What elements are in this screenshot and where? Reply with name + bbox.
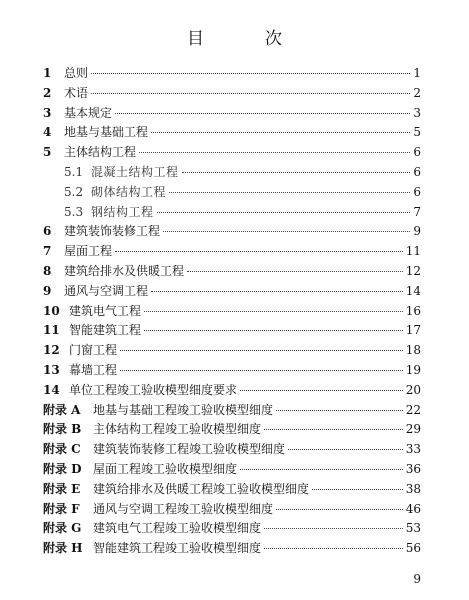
- toc-leader: [288, 449, 403, 450]
- toc-entry-page: 14: [405, 283, 421, 298]
- toc-entry: [43, 381, 421, 399]
- toc-appendix-entry: [43, 420, 421, 438]
- toc-entry-number: 附录 E: [43, 481, 81, 496]
- toc-entry-number: 7: [43, 244, 52, 259]
- toc-entry-page: 20: [405, 382, 421, 397]
- toc-entry-page: 33: [405, 442, 421, 457]
- toc-leader: [120, 370, 403, 371]
- toc-appendix-entry: [43, 440, 421, 458]
- toc-entry: [43, 242, 421, 260]
- toc-entry-label: 混凝土结构工程: [91, 165, 179, 179]
- toc-entry-page: 36: [405, 462, 421, 476]
- toc-entry-number: 5.1: [64, 165, 84, 179]
- toc-entry-label: 通风与空调工程: [64, 283, 149, 298]
- toc-entry: [43, 321, 421, 339]
- toc-entry-label: 钢结构工程: [91, 204, 154, 219]
- toc-appendix-entry: [43, 500, 421, 518]
- toc-entry-label: 单位工程竣工验收模型细度要求: [69, 382, 238, 397]
- toc-entry-page: 19: [405, 363, 421, 377]
- toc-subentry: [64, 183, 421, 201]
- toc-entry-label: 砌体结构工程: [91, 184, 167, 199]
- toc-entry-label: 建筑电气工程: [69, 303, 142, 318]
- toc-entry-page: 18: [405, 343, 421, 358]
- toc-entry-label: 术语: [64, 85, 89, 100]
- toc-leader: [240, 469, 403, 470]
- toc-leader: [91, 73, 410, 74]
- toc-entry-page: 2: [413, 85, 421, 100]
- toc-appendix-entry: [43, 460, 421, 478]
- toc-entry-number: 附录 G: [43, 521, 82, 536]
- toc-leader: [187, 271, 403, 272]
- page-number: 9: [413, 572, 421, 586]
- toc-leader: [276, 410, 403, 411]
- toc-entry: [43, 84, 421, 102]
- toc-entry-label: 建筑给排水及供暖工程竣工验收模型细度: [93, 481, 310, 496]
- toc-leader: [312, 489, 403, 490]
- toc-entry-page: 17: [405, 323, 421, 338]
- toc-entry-page: 6: [413, 184, 421, 199]
- toc-leader: [144, 311, 403, 312]
- toc-entry-number: 3: [43, 105, 52, 120]
- toc-title: 目 次: [187, 29, 304, 49]
- toc-entry-number: 13: [43, 363, 60, 377]
- toc-entry-page: 46: [405, 501, 421, 516]
- toc-entry-page: 56: [405, 541, 421, 556]
- toc-leader: [139, 152, 410, 153]
- toc-leader: [151, 291, 403, 292]
- toc-entry-page: 9: [413, 224, 421, 239]
- toc-entry-page: 29: [405, 422, 421, 437]
- toc-entry-number: 附录 B: [43, 422, 82, 437]
- toc-entry: [43, 262, 421, 280]
- toc-entry-number: 附录 D: [43, 462, 82, 476]
- toc-leader: [240, 390, 403, 391]
- toc-entry-number: 4: [43, 125, 52, 140]
- toc-entry-number: 8: [43, 264, 52, 278]
- toc-entry-label: 建筑装饰装修工程竣工验收模型细度: [93, 442, 286, 457]
- toc-entry-label: 屋面工程: [64, 244, 113, 259]
- toc-entry: [43, 123, 421, 141]
- toc-leader: [157, 212, 411, 213]
- toc-entry-label: 智能建筑工程: [69, 323, 142, 338]
- toc-entry: [43, 361, 421, 379]
- toc-entry-page: 53: [405, 521, 421, 536]
- toc-entry-number: 5: [43, 145, 52, 160]
- toc-entry-number: 12: [43, 343, 60, 358]
- toc-subentry: [64, 163, 421, 181]
- toc-entry: [43, 222, 421, 240]
- toc-entry-number: 1: [43, 66, 52, 80]
- toc-entry-label: 主体结构工程竣工验收模型细度: [93, 422, 262, 437]
- toc-entry-label: 地基与基础工程竣工验收模型细度: [93, 402, 274, 417]
- toc-entry-page: 38: [405, 481, 421, 496]
- toc-entry-page: 16: [405, 303, 421, 318]
- toc-entry-number: 附录 H: [43, 541, 83, 556]
- toc-entry-page: 6: [413, 145, 421, 160]
- toc-leader: [151, 132, 410, 133]
- toc-entry-page: 12: [405, 264, 421, 278]
- toc-entry-label: 通风与空调工程竣工验收模型细度: [93, 501, 274, 516]
- toc-leader: [169, 192, 410, 193]
- toc-entry-number: 5.2: [64, 184, 84, 199]
- toc-subentry: [64, 203, 421, 221]
- toc-entry-page: 7: [413, 204, 421, 219]
- toc-entry: [43, 341, 421, 359]
- toc-appendix-entry: [43, 401, 421, 419]
- toc-leader: [144, 330, 403, 331]
- toc-entry-label: 屋面工程竣工验收模型细度: [93, 462, 238, 476]
- toc-entry-label: 总则: [64, 66, 89, 80]
- toc-entry-number: 附录 A: [43, 402, 81, 417]
- toc-entry-label: 建筑给排水及供暖工程: [64, 264, 185, 278]
- toc-entry-label: 地基与基础工程: [64, 125, 149, 140]
- toc-entry-number: 10: [43, 303, 60, 318]
- toc-entry: [43, 302, 421, 320]
- toc-entry-label: 幕墙工程: [69, 363, 118, 377]
- toc-entry-label: 门窗工程: [69, 343, 118, 358]
- toc-leader: [163, 231, 410, 232]
- toc-entry-label: 建筑装饰装修工程: [64, 224, 161, 239]
- toc-leader: [115, 251, 403, 252]
- toc-entry-number: 14: [43, 382, 60, 397]
- toc-leader: [264, 528, 403, 529]
- toc-leader: [182, 172, 411, 173]
- toc-appendix-entry: [43, 519, 421, 537]
- toc-entry-label: 建筑电气工程竣工验收模型细度: [93, 521, 262, 536]
- toc-entry-number: 附录 C: [43, 442, 81, 457]
- toc-entry-number: 附录 F: [43, 501, 80, 516]
- toc-entry-number: 2: [43, 85, 52, 100]
- toc-entry: [43, 64, 421, 82]
- toc-entry-number: 5.3: [64, 204, 84, 219]
- toc-entry-page: 1: [413, 66, 421, 80]
- toc-entry-number: 6: [43, 224, 52, 239]
- toc-entry-number: 9: [43, 283, 52, 298]
- toc-appendix-entry: [43, 539, 421, 557]
- toc-entry-label: 主体结构工程: [64, 145, 137, 160]
- toc-entry-page: 3: [413, 105, 421, 120]
- toc-leader: [115, 113, 410, 114]
- toc-entry-label: 基本规定: [64, 105, 113, 120]
- toc-entry-number: 11: [43, 323, 60, 338]
- toc-leader: [264, 429, 403, 430]
- toc-entry-page: 5: [413, 125, 421, 140]
- toc-entry-page: 11: [405, 244, 421, 259]
- toc-leader: [91, 93, 410, 94]
- toc-entry-page: 6: [413, 165, 421, 179]
- toc-entry-label: 智能建筑工程竣工验收模型细度: [93, 541, 262, 556]
- toc-entry: [43, 104, 421, 122]
- toc-leader: [120, 350, 403, 351]
- toc-leader: [276, 509, 403, 510]
- toc-entry: [43, 143, 421, 161]
- toc-entry: [43, 282, 421, 300]
- toc-appendix-entry: [43, 480, 421, 498]
- toc-entry-page: 22: [405, 402, 421, 417]
- toc-leader: [264, 548, 403, 549]
